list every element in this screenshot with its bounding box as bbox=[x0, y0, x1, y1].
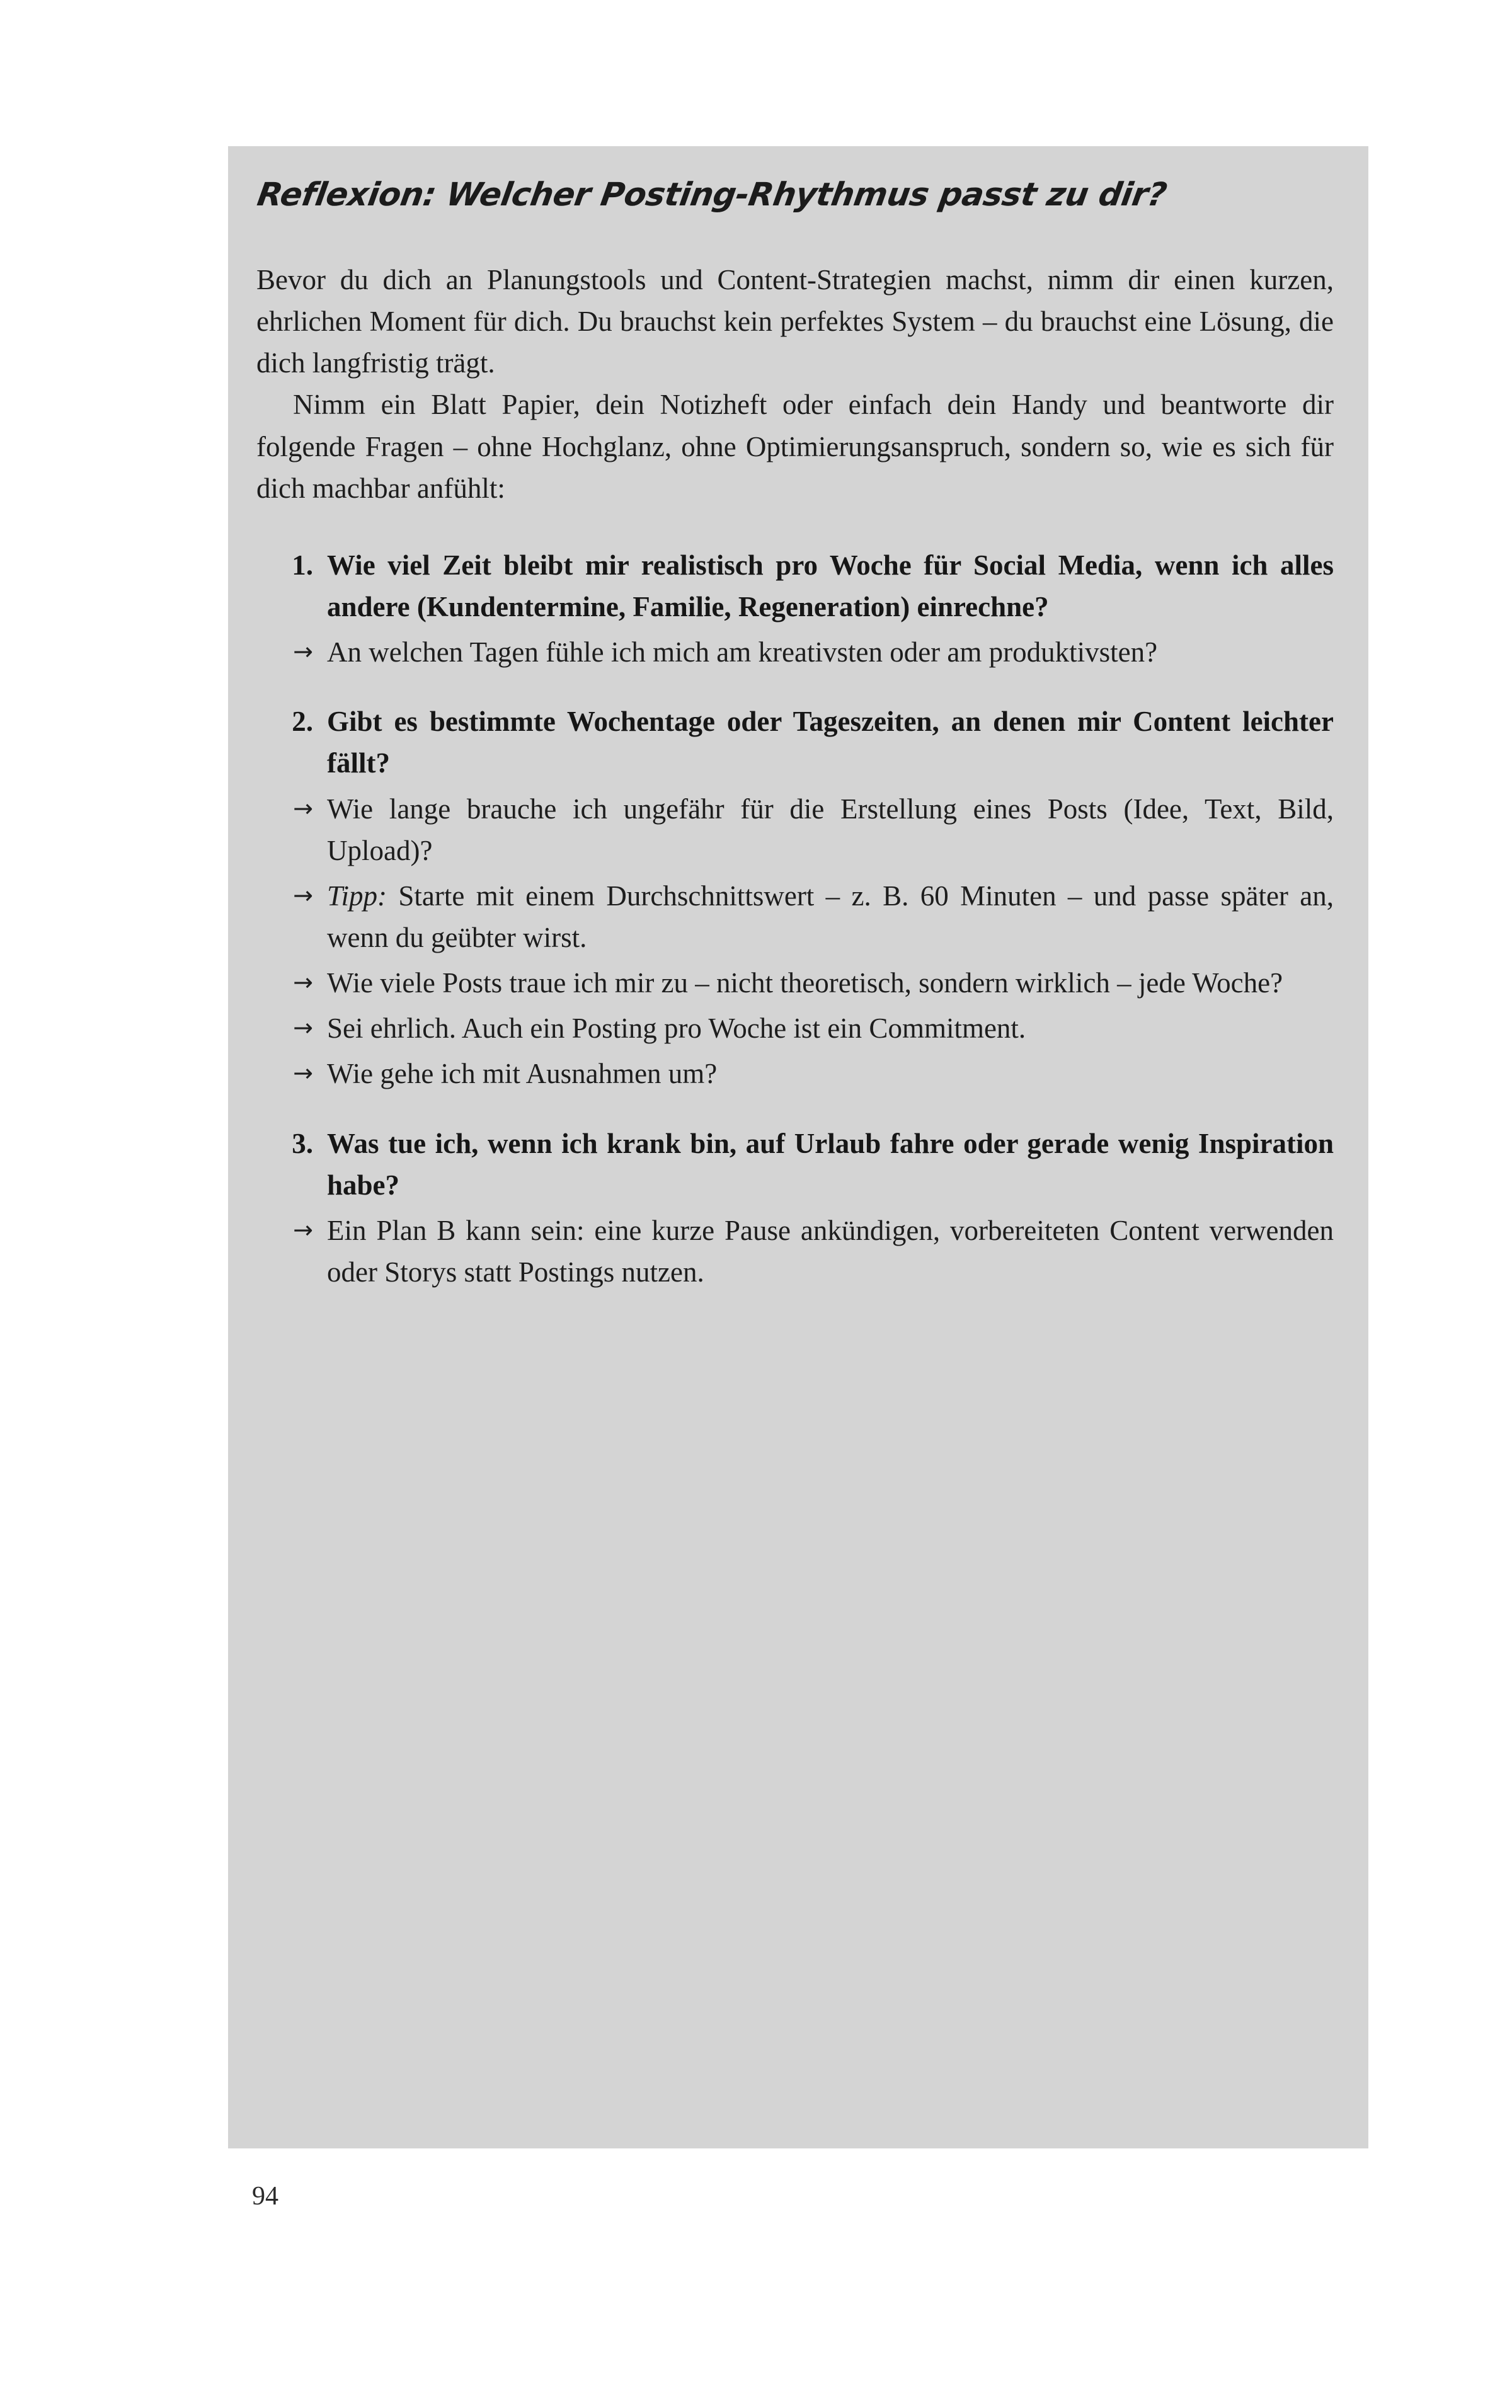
question-text-1: Wie viel Zeit bleibt mir realistisch pro Woche für Social Media, wenn ich alles andere (Kundentermine, Familie, Regeneration) einrechne? bbox=[327, 549, 1334, 622]
reflection-heading: Reflexion: Welcher Posting-Rhythmus passt zu dir? bbox=[255, 176, 1169, 214]
bullet-2-1 bbox=[256, 788, 1334, 871]
intro-paragraph-2: Nimm ein Blatt Papier, dein Notizheft oder einfach dein Handy und beantworte dir folgende Fragen – ohne Hochglanz, ohne Optimierungsanspruch, sondern so, wie es sich für dich machbar anfühlt: bbox=[256, 389, 1334, 504]
question-number-2: 2. bbox=[292, 706, 313, 738]
arrow-icon: → bbox=[293, 1059, 313, 1087]
arrow-icon: → bbox=[293, 638, 313, 666]
question-item-3 bbox=[256, 1123, 1334, 1293]
arrow-icon: → bbox=[293, 881, 313, 909]
question-number-3: 3. bbox=[292, 1127, 313, 1159]
question-1-bullets bbox=[256, 631, 1334, 673]
question-heading-2 bbox=[256, 701, 1334, 784]
page-number: 94 bbox=[252, 2182, 278, 2211]
arrow-icon: → bbox=[293, 968, 313, 997]
reflection-question-list bbox=[256, 544, 1334, 1293]
bullet-2-5 bbox=[256, 1053, 1334, 1094]
bullet-text: Wie lange brauche ich ungefähr für die Erstellung eines Posts (Idee, Text, Bild, Upload)? bbox=[327, 793, 1334, 866]
intro-paragraph-1: Bevor du dich an Planungstools und Content-Strategien machst, nimm dir einen kurzen, ehrlichen Moment für dich. Du brauchst kein perfektes System – du brauchst eine Lösung, die dich langfristig trägt. bbox=[256, 264, 1334, 379]
tip-label: Tipp: bbox=[327, 880, 387, 912]
bullet-text: An welchen Tagen fühle ich mich am kreativsten oder am produktivsten? bbox=[327, 636, 1158, 668]
arrow-icon: → bbox=[293, 1014, 313, 1042]
bullet-2-4 bbox=[256, 1007, 1334, 1049]
bullet-text: Ein Plan B kann sein: eine kurze Pause ankündigen, vorbereiteten Content verwenden oder Storys statt Postings nutzen. bbox=[327, 1214, 1334, 1288]
bullet-3-1 bbox=[256, 1210, 1334, 1293]
bullet-text: Wie gehe ich mit Ausnahmen um? bbox=[327, 1058, 718, 1090]
question-heading-3 bbox=[256, 1123, 1334, 1206]
question-item-1 bbox=[256, 544, 1334, 673]
arrow-icon: → bbox=[293, 794, 313, 822]
tip-body: Starte mit einem Durchschnittswert – z. B. 60 Minuten – und passe später an, wenn du geübter wirst. bbox=[327, 880, 1334, 953]
question-item-2 bbox=[256, 701, 1334, 1094]
bullet-text-tip bbox=[327, 875, 1334, 958]
bullet-2-3 bbox=[256, 962, 1334, 1004]
question-text-3: Was tue ich, wenn ich krank bin, auf Urlaub fahre oder gerade wenig Inspiration habe? bbox=[327, 1127, 1334, 1201]
bullet-text: Sei ehrlich. Auch ein Posting pro Woche ist ein Commitment. bbox=[327, 1012, 1026, 1045]
bullet-1-1 bbox=[256, 631, 1334, 673]
question-2-bullets bbox=[256, 788, 1334, 1095]
question-text-2: Gibt es bestimmte Wochentage oder Tageszeiten, an denen mir Content leichter fällt? bbox=[327, 706, 1334, 779]
question-number-1: 1. bbox=[292, 549, 313, 581]
bullet-text: Wie viele Posts traue ich mir zu – nicht theoretisch, sondern wirklich – jede Woche? bbox=[327, 967, 1283, 999]
arrow-icon: → bbox=[293, 1215, 313, 1244]
reflection-panel-content bbox=[256, 176, 1334, 1293]
bullet-2-2 bbox=[256, 875, 1334, 958]
question-heading-1 bbox=[256, 544, 1334, 628]
reflection-panel bbox=[228, 146, 1368, 2148]
question-3-bullets bbox=[256, 1210, 1334, 1293]
